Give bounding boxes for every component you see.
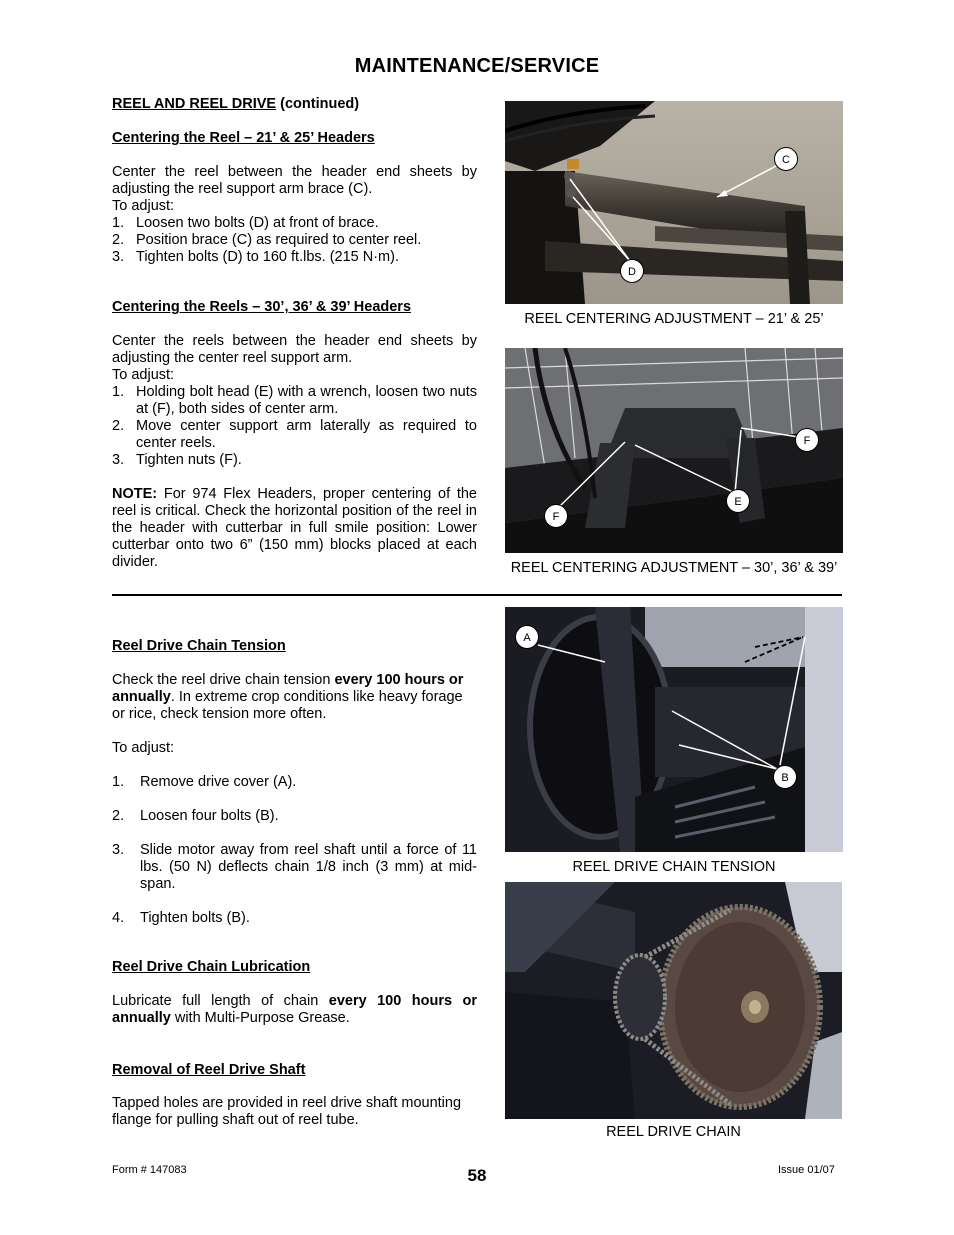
removal-reel-drive-shaft-paragraph: Tapped holes are provided in reel drive shaft mounting flange for pulling shaft out of reel tube. [112,1095,462,1128]
note-label: NOTE: [112,486,158,502]
centering-reel-21-25-heading: Centering the Reel – 21’ & 25’ Headers [112,130,375,146]
callout-c: C [774,147,798,171]
reel-drive-chain-tension-paragraph: Check the reel drive chain tension every 100 hours or annually. In extreme crop conditions like heavy forage or rice, check tension more often. [112,672,464,722]
reel-drive-chain-tension-steps [112,774,477,927]
section-heading-main: REEL AND REEL DRIVE [112,96,277,112]
figure-caption: REEL CENTERING ADJUSTMENT – 21’ & 25’ [524,311,824,327]
centering-reel-21-25-paragraph: Center the reel between the header end sheets by adjusting the reel support arm brace (C). [112,164,477,197]
callout-d: D [620,259,644,283]
to-adjust-label: To adjust: [112,740,175,756]
note-text: For 974 Flex Headers, proper centering of the reel is critical. Check the horizontal position of the reel in the header with cutterbar in full smile position: Lower cutterbar onto two 6” (150 mm) blocks placed at each divider. [112,486,477,570]
note-paragraph [112,486,477,571]
callout-f-right: F [795,428,819,452]
list-item: 1. Holding bolt head (E) with a wrench, loosen two nuts at (F), both sides of center arm. [112,384,477,417]
reel-drive-chain-image [505,882,842,1119]
callout-e: E [726,489,750,513]
reel-centering-21-25-image [505,101,843,304]
callout-b: B [773,765,797,789]
centering-reels-30-36-39-paragraph: Center the reels between the header end sheets by adjusting the center reel support arm. [112,333,477,366]
page-title: MAINTENANCE/SERVICE [354,55,600,77]
callout-a: A [515,625,539,649]
reel-drive-chain-tension-heading: Reel Drive Chain Tension [112,638,286,654]
list-item: 3. Tighten nuts (F). [112,452,242,468]
list-item: 2. Move center support arm laterally as required to center reels. [112,418,477,451]
centering-reels-30-36-39-steps [112,384,477,469]
section-heading-suffix: (continued) [276,96,360,112]
list-item: 1. Loosen two bolts (D) at front of brace. [112,215,379,231]
list-item: 1. Remove drive cover (A). [112,774,297,790]
issue-date: Issue 01/07 [778,1164,835,1176]
callout-f-left: F [544,504,568,528]
list-item: 2. Position brace (C) as required to center reel. [112,232,422,248]
removal-reel-drive-shaft-heading: Removal of Reel Drive Shaft [112,1062,306,1078]
reel-centering-21-25-photo [505,101,843,304]
section-heading [112,96,359,112]
reel-drive-chain-photo [505,882,842,1119]
figure-caption: REEL DRIVE CHAIN TENSION [572,859,776,875]
figure-caption: REEL CENTERING ADJUSTMENT – 30’, 36’ & 39’ [510,560,838,576]
reel-drive-chain-tension-image [505,607,843,852]
reel-centering-30-36-39-photo [505,348,843,553]
list-item: 2. Loosen four bolts (B). [112,808,279,824]
reel-drive-chain-lubrication-paragraph: Lubricate full length of chain every 100 hours or annually with Multi-Purpose Grease. [112,993,477,1026]
to-adjust-label: To adjust: [112,198,175,214]
centering-reels-30-36-39-heading: Centering the Reels – 30’, 36’ & 39’ Headers [112,299,412,315]
section-divider [112,594,842,596]
form-number: Form # 147083 [112,1164,187,1176]
to-adjust-label: To adjust: [112,367,175,383]
figure-caption: REEL DRIVE CHAIN [606,1124,741,1140]
reel-drive-chain-tension-photo [505,607,843,852]
list-item: 3. Slide motor away from reel shaft until a force of 11 lbs. (50 N) deflects chain 1/8 inch (3 mm) at mid-span. [112,842,477,892]
list-item: 4. Tighten bolts (B). [112,910,250,926]
list-item: 3. Tighten bolts (D) to 160 ft.lbs. (215 N·m). [112,249,399,265]
page-number: 58 [467,1166,487,1185]
reel-drive-chain-lubrication-heading: Reel Drive Chain Lubrication [112,959,311,975]
centering-reel-21-25-steps [112,215,477,266]
